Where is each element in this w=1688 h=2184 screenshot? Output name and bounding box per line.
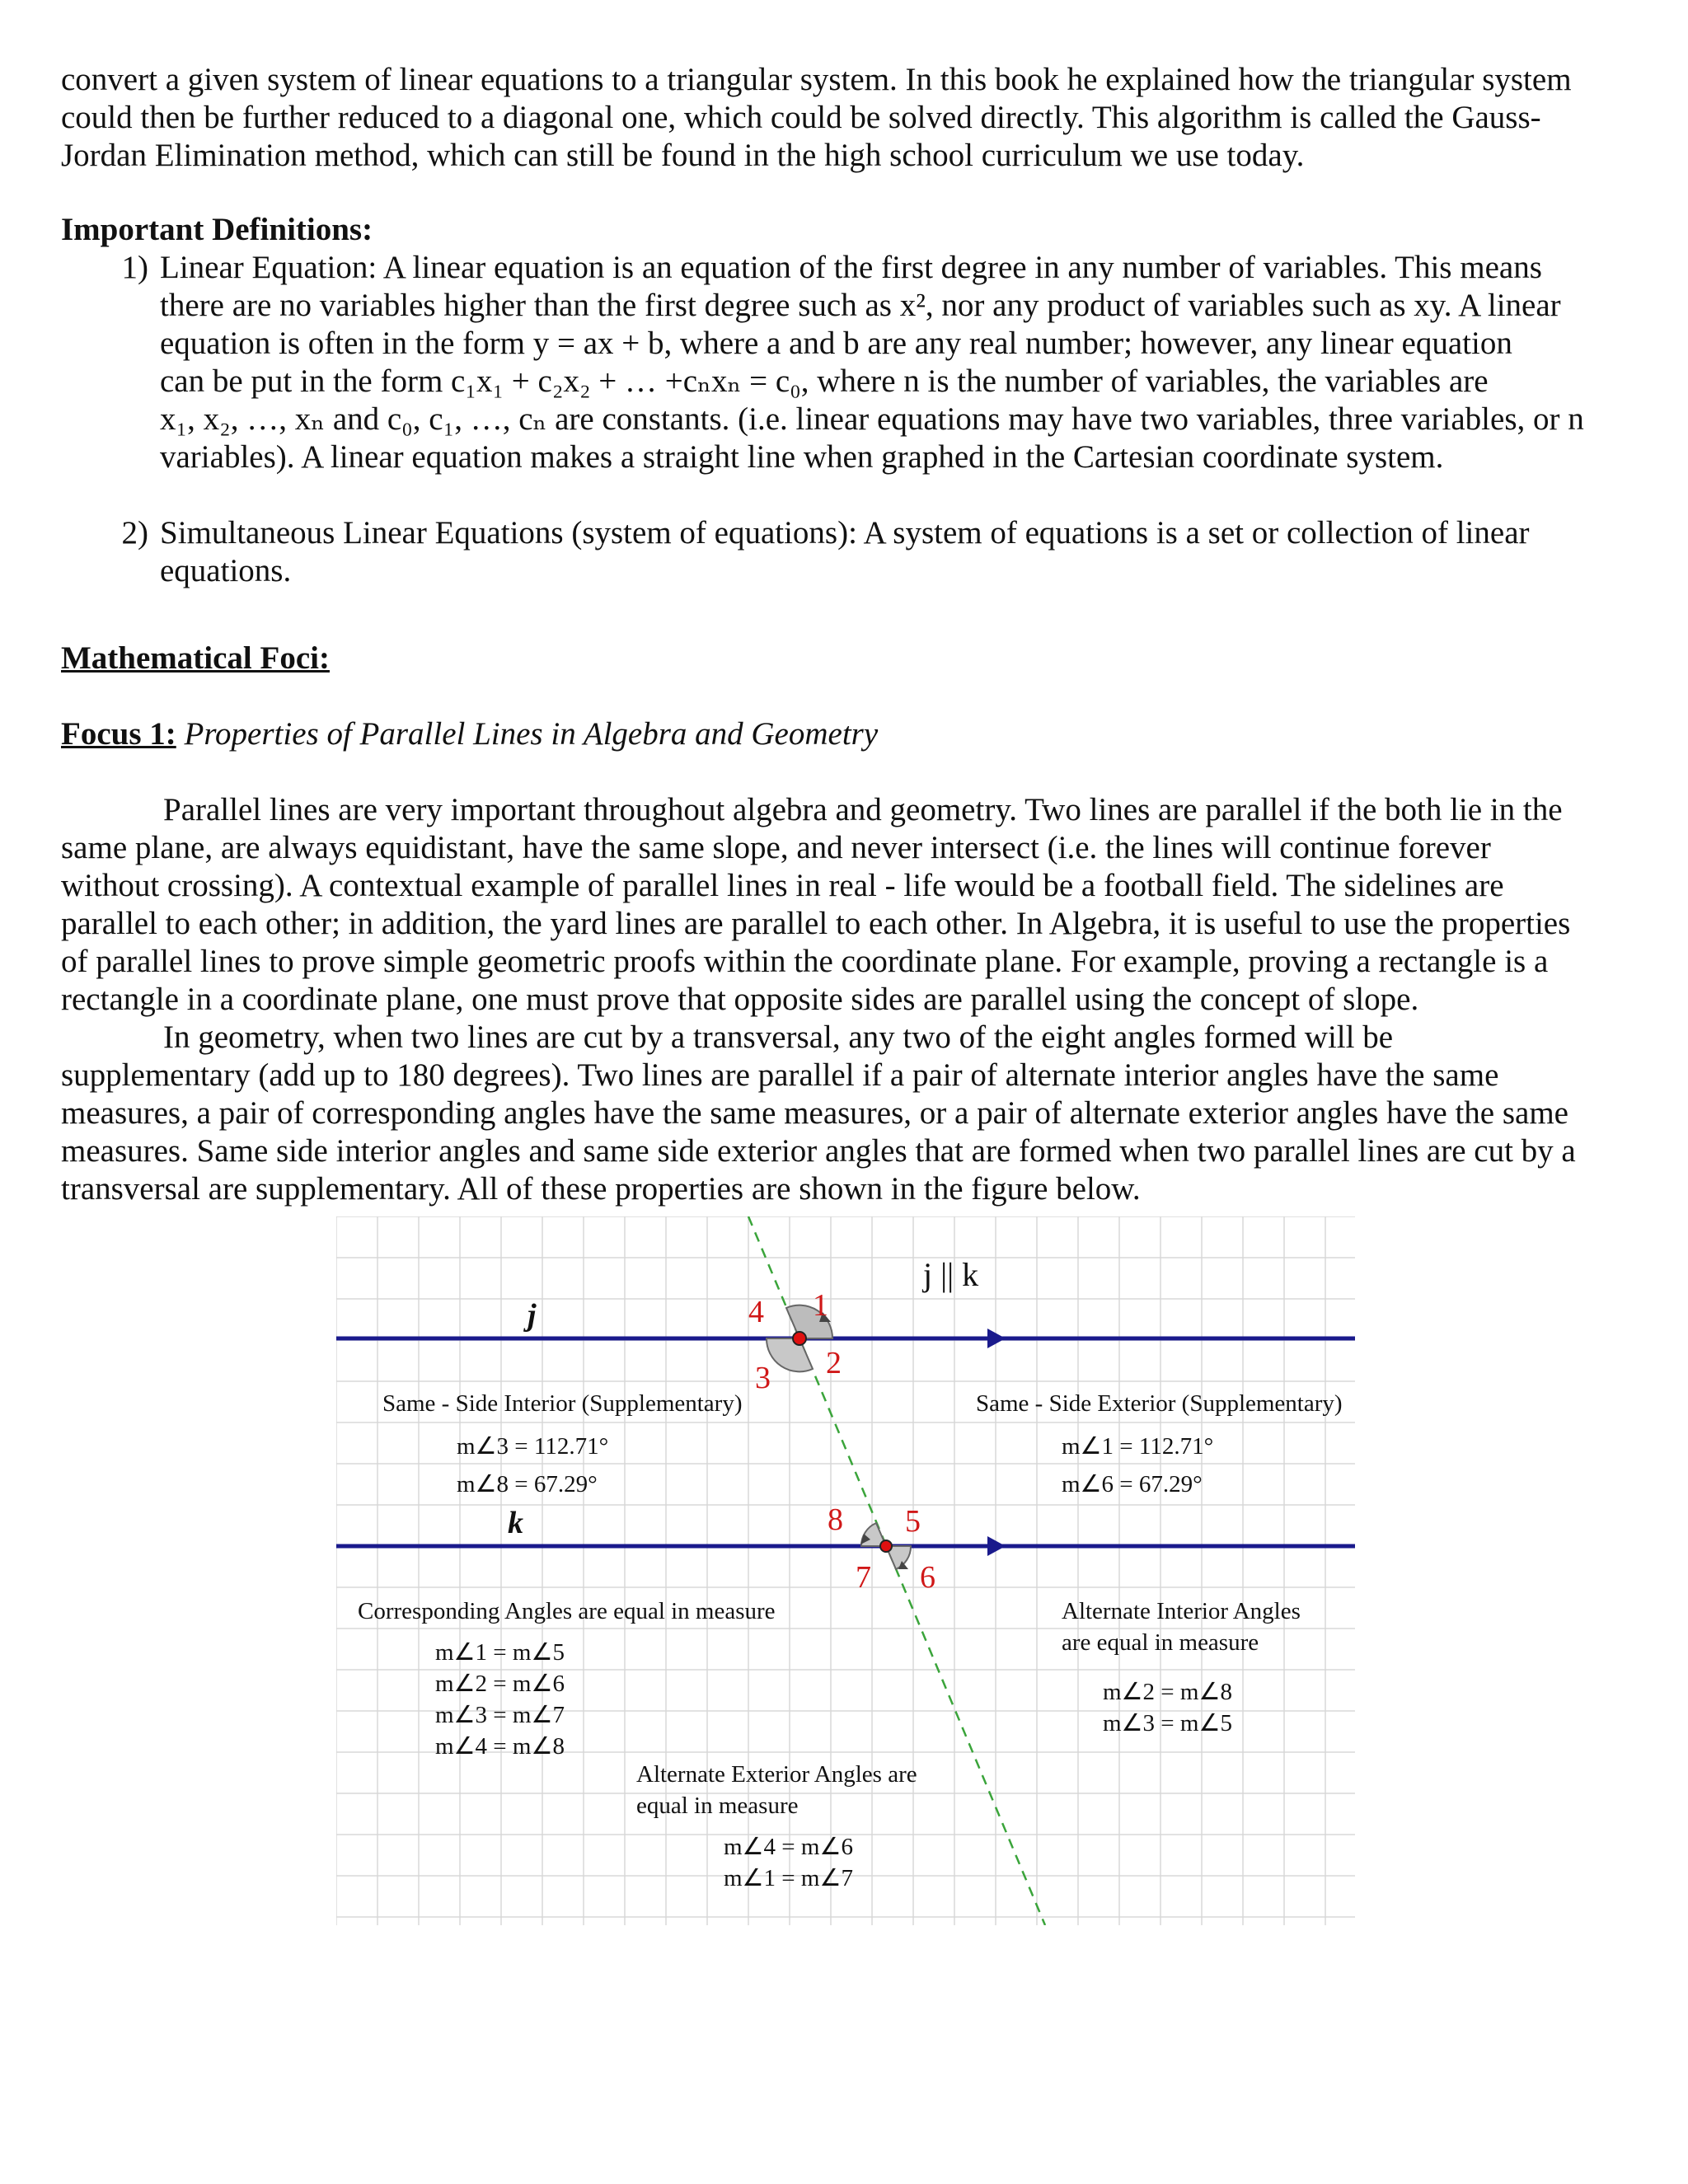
definition-item (61, 514, 1627, 590)
corresponding-row: m∠1 = m∠5 (435, 1639, 565, 1666)
intersection-point-j (793, 1332, 806, 1345)
definition-line: equation is often in the form y = ax + b, where a and b are any real number; however, any linear equation (160, 326, 1512, 361)
grid (336, 1216, 1355, 1925)
definition-line: can be put in the form c₁x₁ + c₂x₂ + … +cₙxₙ = c₀, where n is the number of variables, the variables are (160, 363, 1489, 399)
alternate-exterior-heading: equal in measure (636, 1793, 799, 1819)
intersection-point-k (880, 1540, 892, 1552)
alternate-interior-row: m∠3 = m∠5 (1103, 1710, 1232, 1736)
intro-line: convert a given system of linear equations to a triangular system. In this book he explained how the triangular system (61, 62, 1572, 97)
line-j-label: j (528, 1298, 537, 1333)
definition-item (61, 249, 1627, 476)
paragraph-line: of parallel lines to prove simple geometric proofs within the coordinate plane. For example, proving a rectangle is a (61, 944, 1549, 979)
corresponding-row: m∠3 = m∠7 (435, 1702, 565, 1728)
paragraph-line: measures. Same side interior angles and same side exterior angles that are formed when two parallel lines are cut by a (61, 1133, 1576, 1169)
paragraph-line: rectangle in a coordinate plane, one must prove that opposite sides are parallel using the concept of slope. (61, 982, 1419, 1017)
definition-line: Simultaneous Linear Equations (system of equations): A system of equations is a set or collection of linear (160, 515, 1530, 551)
paragraph-line: supplementary (add up to 180 degrees). Two lines are parallel if a pair of alternate interior angles have the same (61, 1057, 1499, 1093)
alternate-interior-row: m∠2 = m∠8 (1103, 1679, 1232, 1705)
focus-title-line (61, 715, 1627, 753)
definition-line: x₁, x₂, …, xₙ and c₀, c₁, …, cₙ are constants. (i.e. linear equations may have two variables, three variables, or n (160, 401, 1584, 437)
alternate-interior-heading: are equal in measure (1062, 1629, 1259, 1656)
line-k-arrow-icon (987, 1536, 1006, 1556)
definition-number: 2) (121, 515, 148, 551)
definitions-list (61, 249, 1627, 590)
angle-label-7: 7 (856, 1560, 871, 1595)
alternate-exterior-row: m∠4 = m∠6 (724, 1834, 853, 1860)
intro-paragraph (61, 61, 1627, 175)
same-side-exterior-heading: Same - Side Exterior (Supplementary) (976, 1390, 1343, 1417)
focus-title: Properties of Parallel Lines in Algebra and Geometry (184, 716, 879, 752)
corresponding-row: m∠4 = m∠8 (435, 1733, 565, 1760)
definition-body (160, 514, 1627, 590)
focus-label: Focus 1: (61, 716, 176, 752)
definitions-heading: Important Definitions: (61, 212, 373, 247)
definition-body (160, 249, 1627, 476)
paragraph-line: measures, a pair of corresponding angles have the same measures, or a pair of alternate exterior angles have the same (61, 1095, 1568, 1131)
definition-line: Linear Equation: A linear equation is an equation of the first degree in any number of variables. This means (160, 250, 1542, 285)
same-side-interior-m3: m∠3 = 112.71° (457, 1433, 609, 1460)
alternate-interior-heading: Alternate Interior Angles (1062, 1598, 1301, 1624)
definition-line: there are no variables higher than the first degree such as x², nor any product of variables such as xy. A linear (160, 288, 1561, 323)
intro-line: could then be further reduced to a diagonal one, which could be solved directly. This algorithm is called the Gauss- (61, 100, 1541, 135)
paragraph-line: Parallel lines are very important throughout algebra and geometry. Two lines are parallel if the both lie in the (163, 792, 1563, 827)
corresponding-heading: Corresponding Angles are equal in measure (358, 1598, 776, 1624)
figure-title: j || k (923, 1256, 979, 1293)
alternate-exterior-row: m∠1 = m∠7 (724, 1865, 853, 1891)
paragraph-line: without crossing). A contextual example of parallel lines in real - life would be a football field. The sidelines are (61, 868, 1504, 903)
paragraph-line: transversal are supplementary. All of these properties are shown in the figure below. (61, 1171, 1141, 1207)
angle-label-8: 8 (828, 1502, 843, 1537)
angle-label-5: 5 (905, 1504, 921, 1539)
angle-label-1: 1 (813, 1288, 828, 1323)
paragraph-line: same plane, are always equidistant, have the same slope, and never intersect (i.e. the lines will continue forever (61, 830, 1491, 865)
definition-line: equations. (160, 553, 292, 588)
definition-line: variables). A linear equation makes a straight line when graphed in the Cartesian coordinate system. (160, 439, 1444, 475)
angle-label-4: 4 (748, 1295, 764, 1329)
paragraph-line: In geometry, when two lines are cut by a transversal, any two of the eight angles formed will be (163, 1019, 1394, 1055)
definition-number: 1) (121, 250, 148, 285)
alternate-exterior-heading: Alternate Exterior Angles are (636, 1761, 917, 1788)
line-k-label: k (508, 1506, 523, 1540)
line-j-arrow-icon (987, 1329, 1006, 1348)
same-side-interior-m8: m∠8 = 67.29° (457, 1471, 598, 1497)
angle-label-3: 3 (755, 1361, 771, 1395)
parallel-lines-figure (336, 1216, 1355, 1925)
intro-line: Jordan Elimination method, which can still be found in the high school curriculum we use today. (61, 138, 1305, 173)
foci-heading: Mathematical Foci: (61, 640, 330, 676)
paragraph-line: parallel to each other; in addition, the yard lines are parallel to each other. In Algebra, it is useful to use the properties (61, 906, 1571, 941)
angle-label-6: 6 (920, 1560, 935, 1595)
angle-3-arc (767, 1338, 813, 1371)
same-side-exterior-m1: m∠1 = 112.71° (1062, 1433, 1214, 1460)
corresponding-row: m∠2 = m∠6 (435, 1671, 565, 1697)
same-side-exterior-m6: m∠6 = 67.29° (1062, 1471, 1203, 1497)
parallel-lines-paragraph (61, 791, 1627, 1208)
angle-label-2: 2 (826, 1346, 842, 1380)
same-side-interior-heading: Same - Side Interior (Supplementary) (382, 1390, 743, 1417)
